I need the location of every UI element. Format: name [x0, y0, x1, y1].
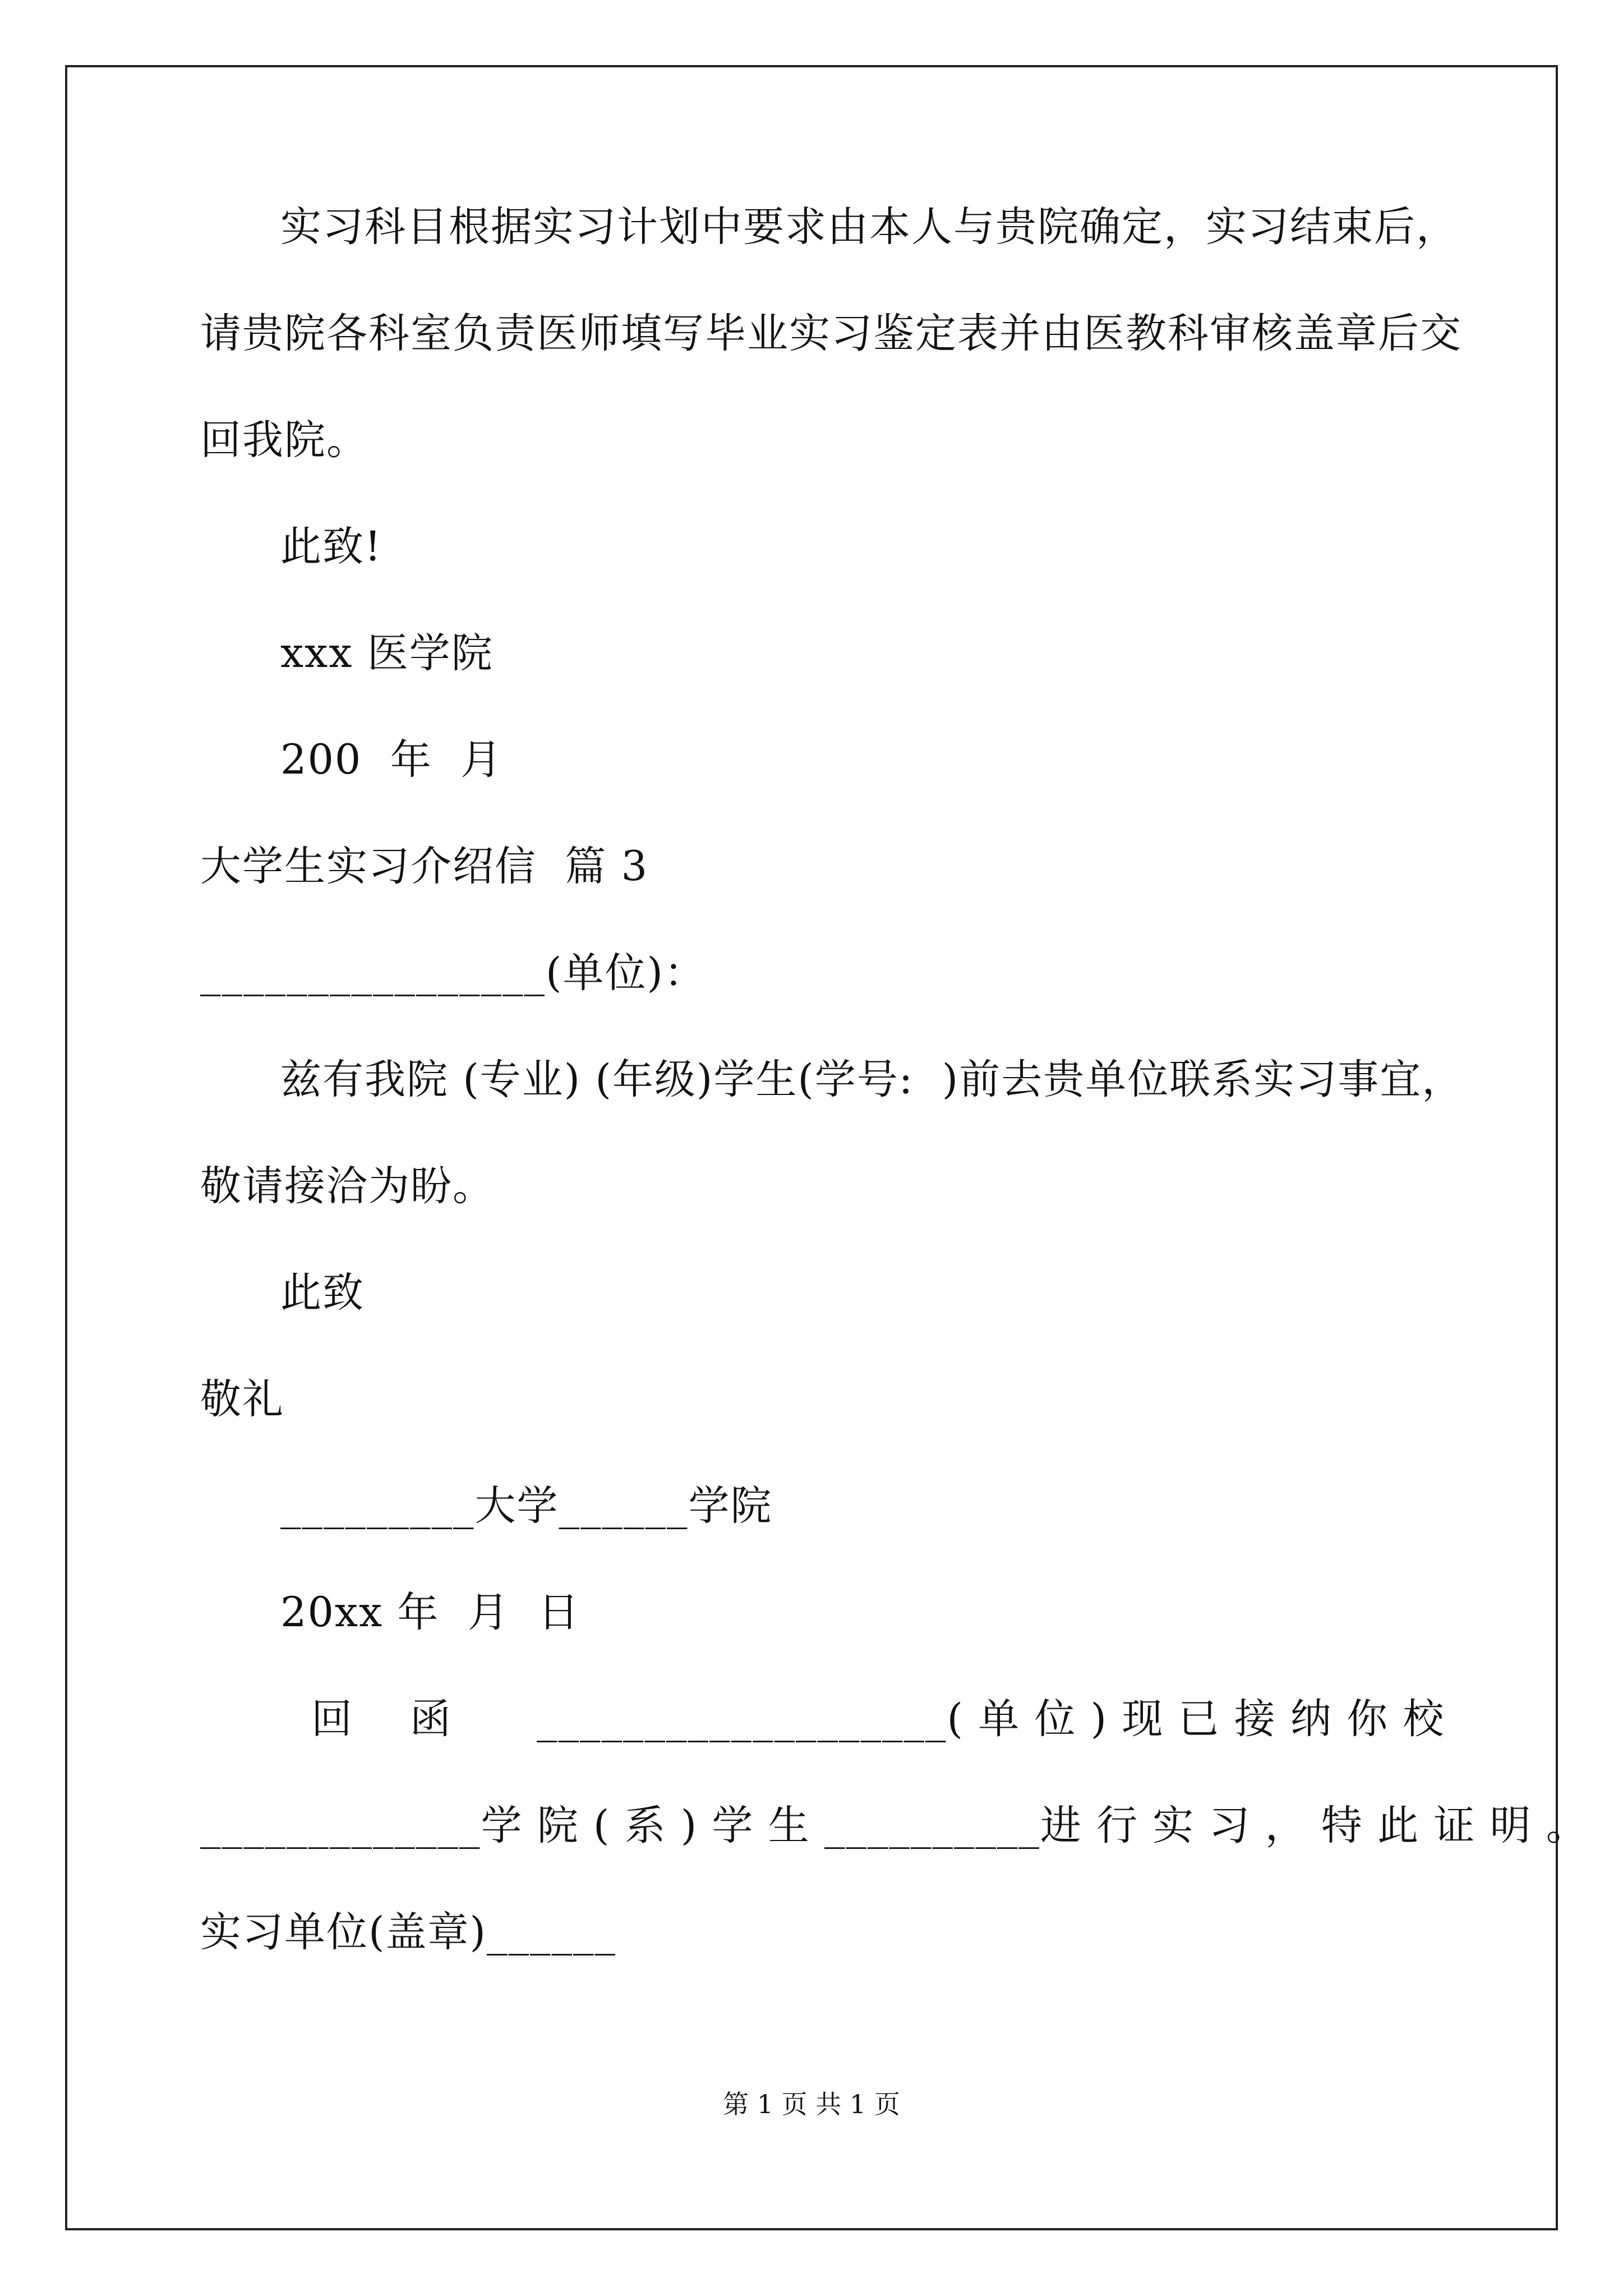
- page-border: [65, 65, 1558, 2230]
- date-1: 200 年 月: [280, 736, 503, 784]
- paragraph1-line3: 回我院。: [200, 416, 368, 464]
- sender-2: _________大学______学院: [280, 1482, 773, 1530]
- paragraph2-line1: 兹有我院 (专业) (年级)学生(学号: )前去贵单位联系实习事宜，: [280, 1056, 1464, 1103]
- page-footer: 第 1 页 共 1 页: [723, 2089, 900, 2119]
- salute: 敬礼: [200, 1375, 284, 1423]
- closing-2: 此致: [280, 1269, 365, 1317]
- paragraph2-line2: 敬请接洽为盼。: [200, 1162, 495, 1210]
- addressee-line: ________________(单位)：: [200, 949, 706, 997]
- section-heading: 大学生实习介绍信 篇 3: [200, 843, 649, 890]
- sender-1: xxx 医学院: [280, 629, 494, 677]
- reply-line2: _____________学 院 ( 系 ) 学 生 __________进 行 实 习 ， 特 此 证 明 。: [200, 1802, 1588, 1849]
- paragraph1-line1: 实习科目根据实习计划中要求由本人与贵院确定，实习结束后，: [280, 203, 1458, 251]
- seal-line: 实习单位(盖章)______: [200, 1908, 616, 1956]
- paragraph1-line2: 请贵院各科室负责医师填写毕业实习鉴定表并由医教科审核盖章后交: [200, 310, 1462, 357]
- date-2: 20xx 年 月 日: [280, 1589, 580, 1636]
- closing-1: 此致!: [280, 523, 382, 570]
- reply-line1: 回 函 ___________________( 单 位 ) 现 已 接 纳 你 校: [311, 1695, 1445, 1743]
